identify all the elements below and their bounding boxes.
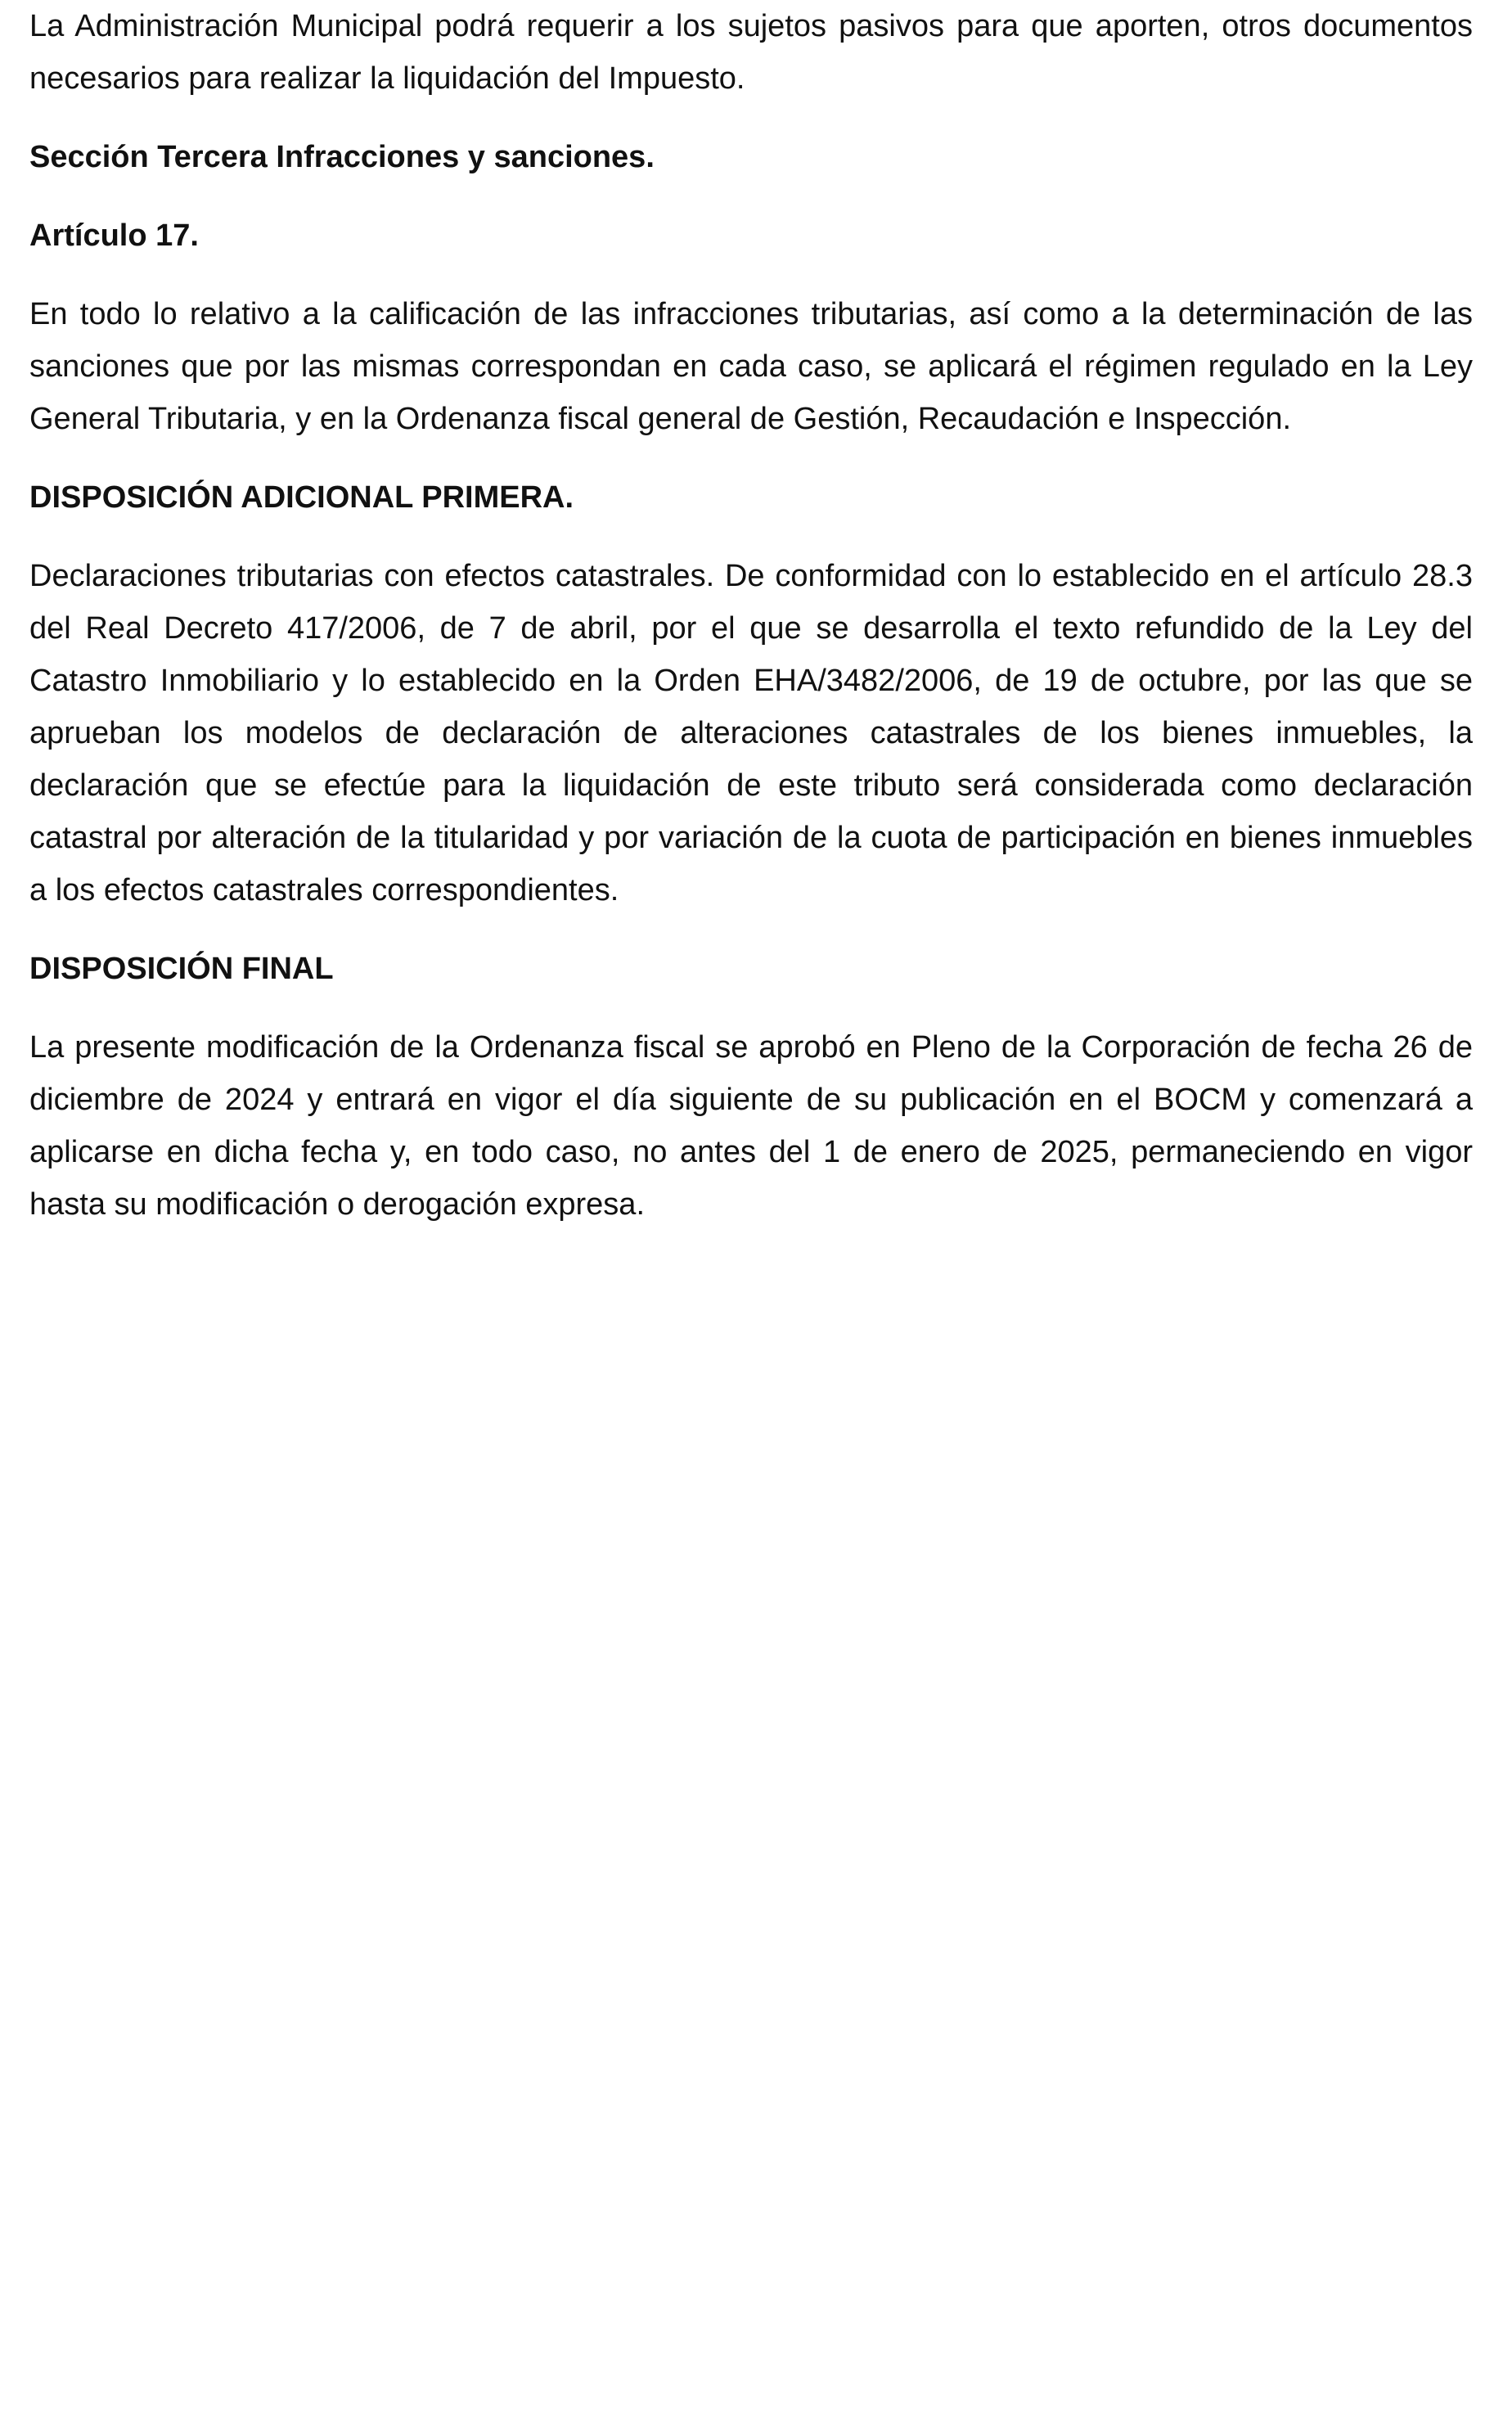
- final-provision-paragraph: La presente modificación de la Ordenanza fiscal se aprobó en Pleno de la Corporación de fecha 26 de diciembre de 2024 y entrará en vigor el día siguiente de su publicación en el BOCM y comenzará a aplicarse en dicha fecha y, en todo caso, no antes del 1 de enero de 2025, permaneciendo en vigor hasta su modificación o derogación expresa.: [29, 1030, 1473, 1222]
- article-paragraph: En todo lo relativo a la calificación de las infracciones tributarias, así como a la determinación de las sanciones que por las mismas correspondan en cada caso, se aplicará el régimen regulado en la Ley General Tributaria, y en la Ordenanza fiscal general de Gestión, Recaudación e Inspección.: [29, 297, 1473, 436]
- additional-provision-paragraph: Declaraciones tributarias con efectos catastrales. De conformidad con lo establecido en el artículo 28.3 del Real Decreto 417/2006, de 7 de abril, por el que se desarrolla el texto refundido de la Ley del Catastro Inmobiliario y lo establecido en la Orden EHA/3482/2006, de 19 de octubre, por las que se aprueban los modelos de declaración de alteraciones catastrales de los bienes inmuebles, la declaración que se efectúe para la liquidación de este tributo será considerada como declaración catastral por alteración de la titularidad y por variación de la cuota de participación en bienes inmuebles a los efectos catastrales correspondientes.: [29, 559, 1473, 907]
- intro-paragraph: La Administración Municipal podrá requerir a los sujetos pasivos para que aporten, otros documentos necesarios para realizar la liquidación del Impuesto.: [29, 9, 1473, 96]
- final-provision-heading: DISPOSICIÓN FINAL: [29, 952, 334, 986]
- document-page: [29, 0, 1473, 1231]
- article-heading: Artículo 17.: [29, 218, 199, 253]
- section-heading: Sección Tercera Infracciones y sanciones.: [29, 140, 655, 174]
- additional-provision-heading: DISPOSICIÓN ADICIONAL PRIMERA.: [29, 480, 574, 515]
